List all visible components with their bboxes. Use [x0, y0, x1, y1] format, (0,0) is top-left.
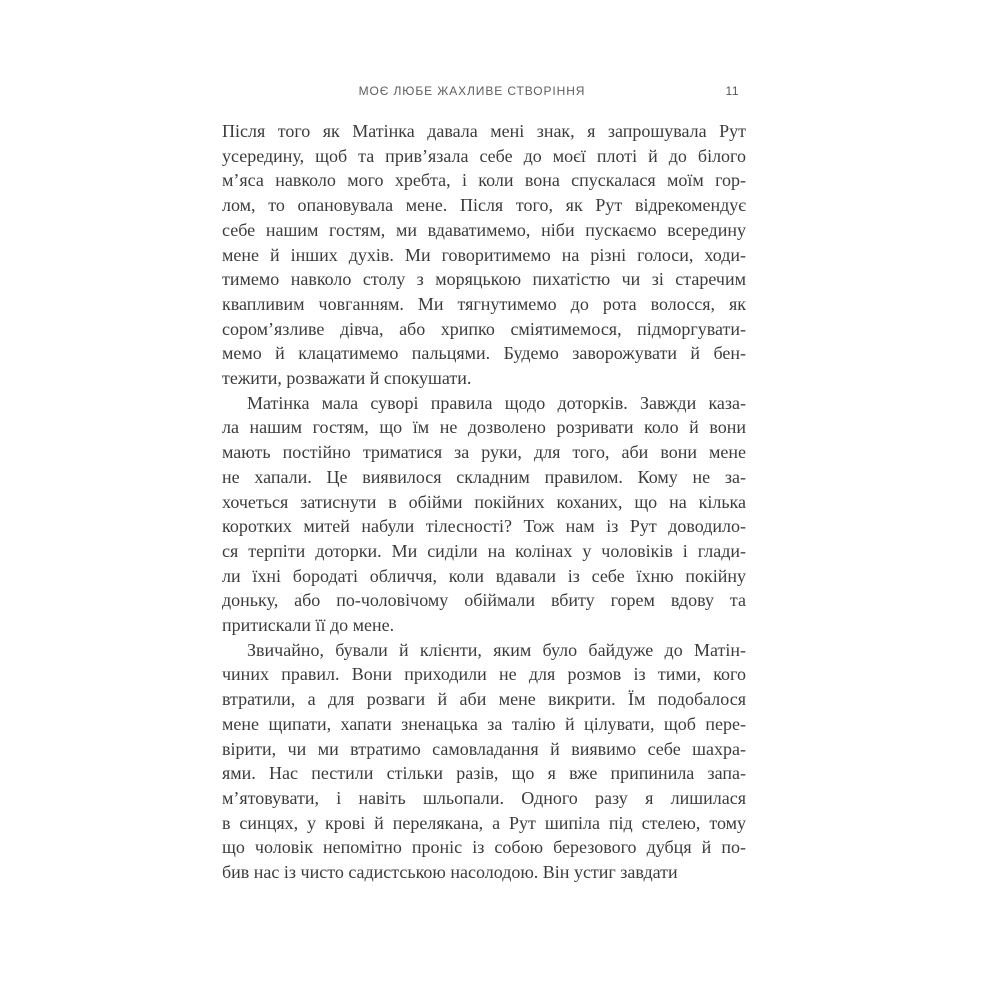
paragraph — [222, 391, 746, 638]
text-line: ся терпіти доторки. Ми сиділи на колінах у чоловіків і глади- — [222, 540, 746, 561]
text-line: ла нашим гостям, що їм не дозволено розривати коло й вони — [222, 417, 746, 438]
text-line: мене щипати, хапати зненацька за талію й цілувати, щоб пере- — [222, 713, 746, 734]
text-line: ями. Нас пестили стільки разів, що я вже припинила запа- — [222, 763, 746, 784]
text-block — [222, 119, 746, 885]
text-line: не хапали. Це виявилося складним правилом. Кому не за- — [222, 466, 746, 487]
text-line: коротких митей набули тілесності? Тож нам із Рут доводило- — [222, 516, 746, 537]
text-line: притискали її до мене. — [222, 615, 395, 636]
text-line: ли їхні бородаті обличчя, коли вдавали із себе їхню покійну — [222, 565, 746, 586]
text-line: що чоловік непомітно проніс із собою березового дубця й по- — [222, 837, 746, 858]
running-header — [222, 84, 746, 100]
page-number: 11 — [725, 84, 739, 98]
text-line: мемо й клацатимемо пальцями. Будемо заворожувати й бен- — [222, 343, 746, 364]
running-title: МОЄ ЛЮБЕ ЖАХЛИВЕ СТВОРІННЯ — [358, 84, 586, 98]
text-line: в синцях, у крові й перелякана, а Рут шипіла під стелею, тому — [222, 812, 746, 833]
text-line: доньку, або по-чоловічому обіймали вбиту горем вдову та — [222, 590, 746, 611]
text-line: м’ятовувати, і навіть шльопали. Одного разу я лишилася — [222, 787, 746, 808]
text-line: м’яса навколо мого хребта, і коли вона спускалася моїм гор- — [222, 170, 746, 191]
text-line: хочеться затиснути в обійми покійних коханих, що на кілька — [222, 491, 746, 512]
text-line: бив нас із чисто садистською насолодою. Він устиг завдати — [222, 862, 678, 883]
text-line: тимемо навколо столу з моряцькою пихатістю чи зі старечим — [222, 269, 746, 290]
text-line: чиних правил. Вони приходили не для розмов із тими, кого — [222, 664, 746, 685]
text-line: сором’язливе дівча, або хрипко сміятимемося, підморгувати- — [222, 318, 746, 339]
text-line: себе нашим гостям, ми вдаватимемо, ніби пускаємо всередину — [222, 219, 746, 240]
text-line: усередину, щоб та прив’язала себе до моєї плоті й до білого — [222, 145, 746, 166]
paragraph — [222, 638, 746, 885]
text-line: мають постійно триматися за руки, для того, аби вони мене — [222, 442, 746, 463]
text-line: тежити, розважати й спокушати. — [222, 368, 472, 389]
text-line: Матінка мала суворі правила щодо доторків. Завжди каза- — [247, 392, 746, 413]
text-line: лом, то опановувала мене. Після того, як Рут відрекомендує — [222, 195, 746, 216]
paragraph — [222, 119, 746, 391]
text-line: вірити, чи ми втратимо самовладання й виявимо себе шахра- — [222, 738, 746, 759]
text-line: втратили, а для розваги й аби мене викрити. Їм подобалося — [222, 689, 746, 710]
text-line: Після того як Матінка давала мені знак, я запрошувала Рут — [222, 121, 746, 141]
text-line: мене й інших духів. Ми говоритимемо на різні голоси, ходи- — [222, 244, 746, 265]
text-line: квапливим човганням. Ми тягнутимемо до рота волосся, як — [222, 293, 746, 314]
text-line: Звичайно, бували й клієнти, яким було байдуже до Матін- — [247, 639, 746, 660]
